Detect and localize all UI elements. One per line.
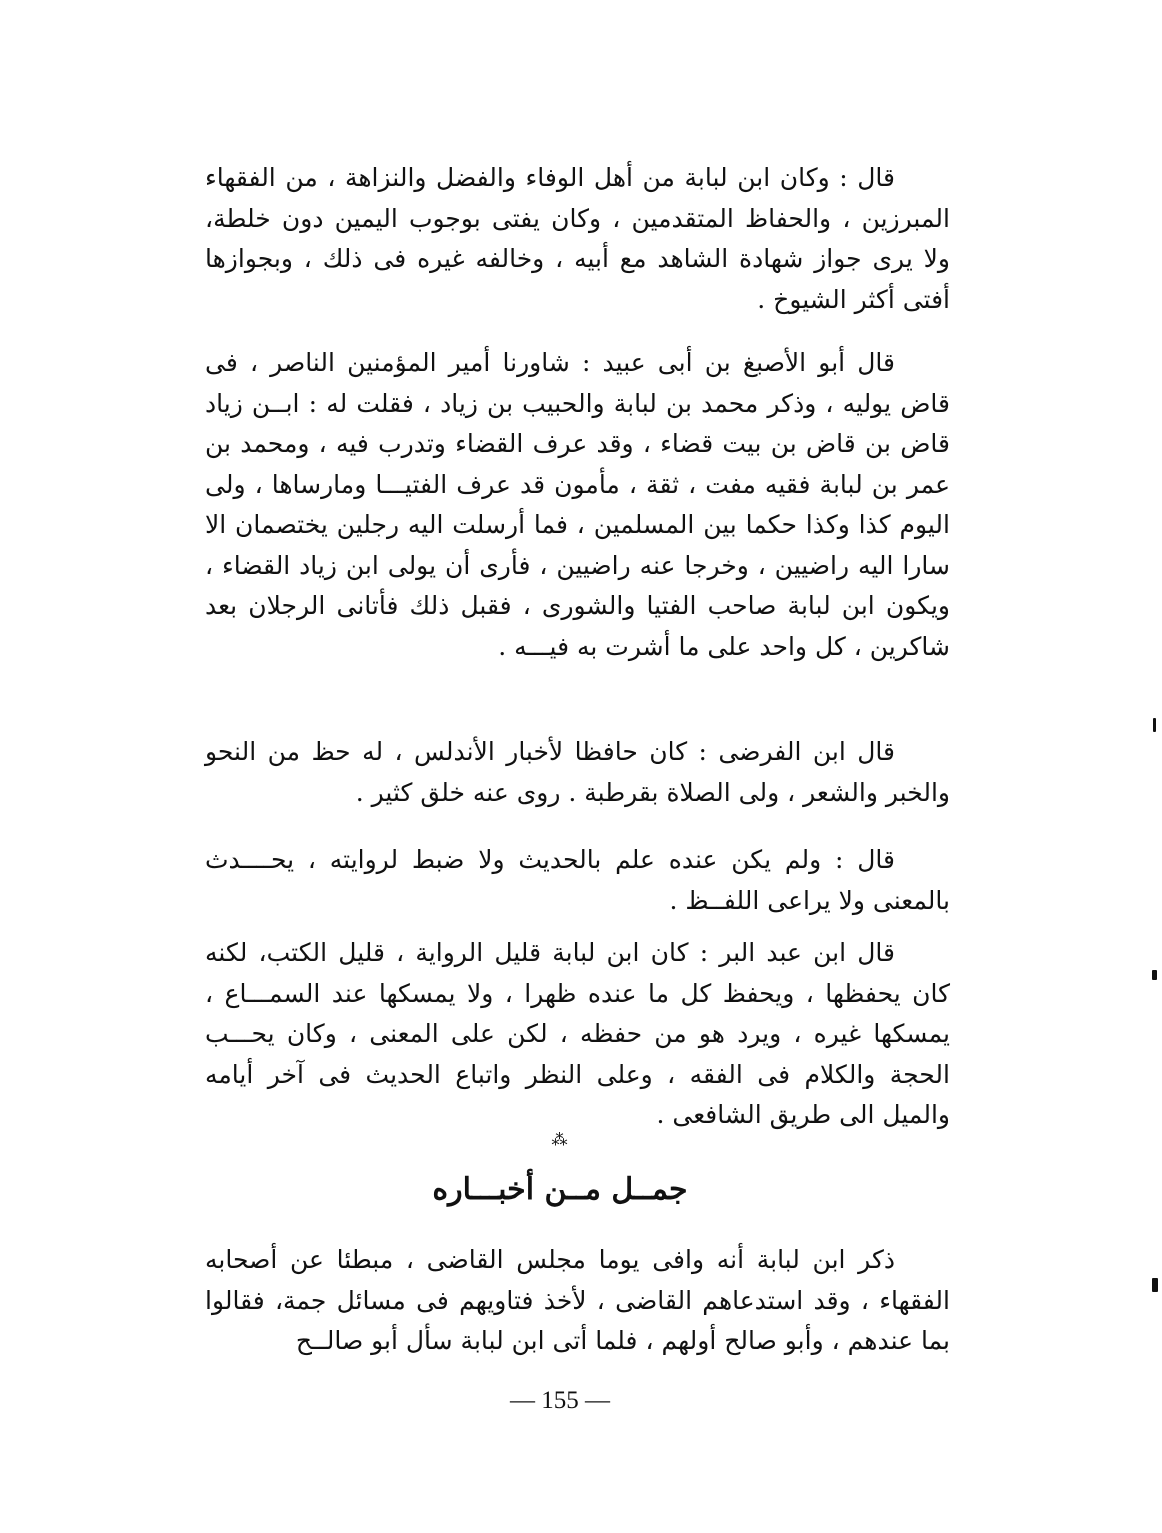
paragraph-ibn-abd-al-barr — [205, 933, 950, 1136]
paragraph-text: قال : ولم يكن عنده علم بالحديث ولا ضبط لروايته ، يحــــدث بالمعنى ولا يراعى اللفــظ . — [205, 845, 950, 915]
paragraph-closing — [205, 1240, 950, 1362]
scan-speck — [1153, 718, 1156, 732]
paragraph-hadith-knowledge — [205, 840, 950, 921]
page-number: — 155 — — [510, 1387, 610, 1414]
paragraph-text: قال ابن عبد البر : كان ابن لبابة قليل الرواية ، قليل الكتب، لكنه كان يحفظها ، ويحفظ كل ما عنده ظهرا ، ولا يمسكها عند السمـــاع ، يمسكها غيره ، ويرد هو من حفظه ، لكن على المعنى ، وكان يحـــب الحجة والكلام فى الفقه ، وعلى النظر واتباع الحديث فى آخر أيامه والميل الى طريق الشافعى . — [205, 938, 950, 1129]
scan-speck — [1152, 1278, 1158, 1292]
section-heading: جمــل مــن أخبـــاره — [432, 1172, 688, 1207]
paragraph-text: قال ابن الفرضى : كان حافظا لأخبار الأندلس ، له حظ من النحو والخبر والشعر ، ولى الصلاة بقرطبة . روى عنه خلق كثير . — [205, 737, 950, 807]
paragraph-text: ذكر ابن لبابة أنه وافى يوما مجلس القاضى ، مبطئا عن أصحابه الفقهاء ، وقد استدعاهم القاضى ، لأخذ فتاويهم فى مسائل جمة، فقالوا بما عندهم ، وأبو صالح أولهم ، فلما أتى ابن لبابة سأل أبو صالــح — [205, 1245, 950, 1355]
asterism-separator: ⁂ — [551, 1130, 569, 1149]
paragraph-ibn-al-faradi — [205, 732, 950, 813]
paragraph-ibn-lubaba-integrity — [205, 158, 950, 320]
paragraph-text: قال أبو الأصبغ بن أبى عبيد : شاورنا أمير المؤمنين الناصر ، فى قاض يوليه ، وذكر محمد بن لبابة والحبيب بن زياد ، فقلت له : ابــن زياد قاض بن قاض بن بيت قضاء ، وقد عرف القضاء وتدرب فيه ، ومحمد بن عمر بن لبابة فقيه مفت ، ثقة ، مأمون قد عرف الفتيـــا ومارساها ، ولى اليوم كذا وكذا حكما بين المسلمين ، فما أرسلت اليه رجلين يختصمان الا سارا اليه راضيين ، وخرجا عنه راضيين ، فأرى أن يولى ابن زياد القضاء ، ويكون ابن لبابة صاحب الفتيا والشورى ، فقبل ذلك فأتانى الرجلان بعد شاكرين ، كل واحد على ما أشرت به فيـــه . — [205, 348, 950, 661]
scan-speck — [1152, 970, 1157, 980]
paragraph-text: قال : وكان ابن لبابة من أهل الوفاء والفضل والنزاهة ، من الفقهاء المبرزين ، والحفاظ المتقدمين ، وكان يفتى بوجوب اليمين دون خلطة، ولا يرى جواز شهادة الشاهد مع أبيه ، وخالفه غيره فى ذلك ، وبجوازها أفتى أكثر الشيوخ . — [205, 163, 950, 314]
paragraph-consultation-al-nasir — [205, 343, 950, 667]
